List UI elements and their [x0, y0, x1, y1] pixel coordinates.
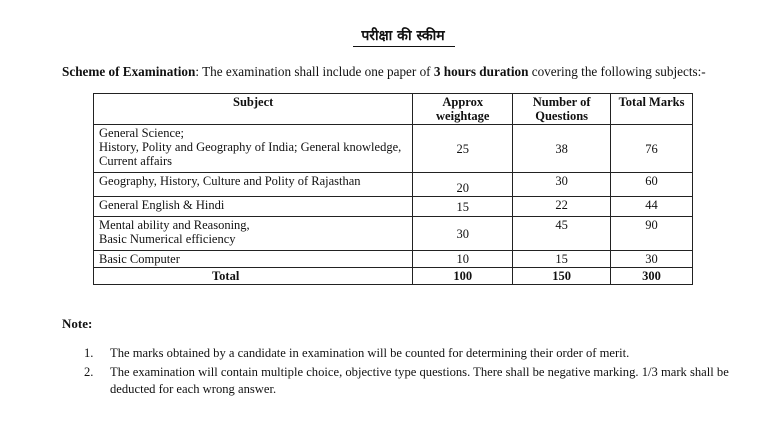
subject-cell — [94, 173, 413, 197]
subject-line: Basic Numerical efficiency — [99, 232, 236, 246]
subject-line: Basic Computer — [99, 252, 180, 266]
marks-cell: 60 — [611, 173, 693, 197]
header-questions: Number of Questions — [513, 94, 611, 125]
subject-line: General English & Hindi — [99, 198, 225, 212]
weightage-cell: 25 — [413, 125, 513, 173]
questions-cell: 15 — [513, 251, 611, 268]
marks-cell: 76 — [611, 125, 693, 173]
subject-line: General Science; — [99, 126, 185, 140]
table-header-row — [94, 94, 693, 125]
page-title-text: परीक्षा की स्कीम — [353, 26, 454, 47]
note-number: 1. — [84, 346, 94, 360]
table-row — [94, 125, 693, 173]
subject-cell — [94, 251, 413, 268]
notes-list — [84, 345, 734, 400]
intro-label: Scheme of Examination — [62, 64, 196, 79]
page-title — [0, 26, 768, 47]
note-heading: Note: — [62, 316, 93, 331]
intro-duration: 3 hours duration — [433, 64, 529, 79]
subject-cell — [94, 125, 413, 173]
weightage-cell: 30 — [413, 217, 513, 251]
subject-cell — [94, 197, 413, 217]
questions-cell: 38 — [513, 125, 611, 173]
header-subject: Subject — [94, 94, 413, 125]
list-item — [84, 345, 734, 362]
questions-cell: 22 — [513, 197, 611, 217]
table-row — [94, 173, 693, 197]
questions-cell: 30 — [513, 173, 611, 197]
marks-cell: 30 — [611, 251, 693, 268]
weightage-cell: 20 — [413, 173, 513, 197]
header-marks: Total Marks — [611, 94, 693, 125]
total-label: Total — [94, 268, 413, 285]
total-questions: 150 — [513, 268, 611, 285]
table-row — [94, 217, 693, 251]
weightage-cell: 10 — [413, 251, 513, 268]
total-row — [94, 268, 693, 285]
subject-cell — [94, 217, 413, 251]
table-row — [94, 197, 693, 217]
subject-line: Geography, History, Culture and Polity of Rajasthan — [99, 174, 361, 188]
table-row — [94, 251, 693, 268]
subject-line: History, Polity and Geography of India; General knowledge, Current affairs — [99, 140, 402, 168]
note-number: 2. — [84, 365, 94, 379]
intro-paragraph — [62, 64, 752, 80]
marks-cell: 44 — [611, 197, 693, 217]
exam-scheme-table — [93, 93, 693, 285]
header-weightage: Approx weightage — [413, 94, 513, 125]
intro-text-before: : The examination shall include one paper of — [195, 64, 434, 79]
note-text: The marks obtained by a candidate in examination will be counted for determining their order of merit. — [110, 346, 630, 360]
total-marks: 300 — [611, 268, 693, 285]
intro-text-after: covering the following subjects:- — [528, 64, 706, 79]
total-weightage: 100 — [413, 268, 513, 285]
note-text: The examination will contain multiple choice, objective type questions. There shall be negative marking. 1/3 mark shall be deducted for each wrong answer. — [110, 365, 729, 396]
subject-line: Mental ability and Reasoning, — [99, 218, 250, 232]
marks-cell: 90 — [611, 217, 693, 251]
questions-cell: 45 — [513, 217, 611, 251]
weightage-cell: 15 — [413, 197, 513, 217]
list-item — [84, 364, 734, 398]
